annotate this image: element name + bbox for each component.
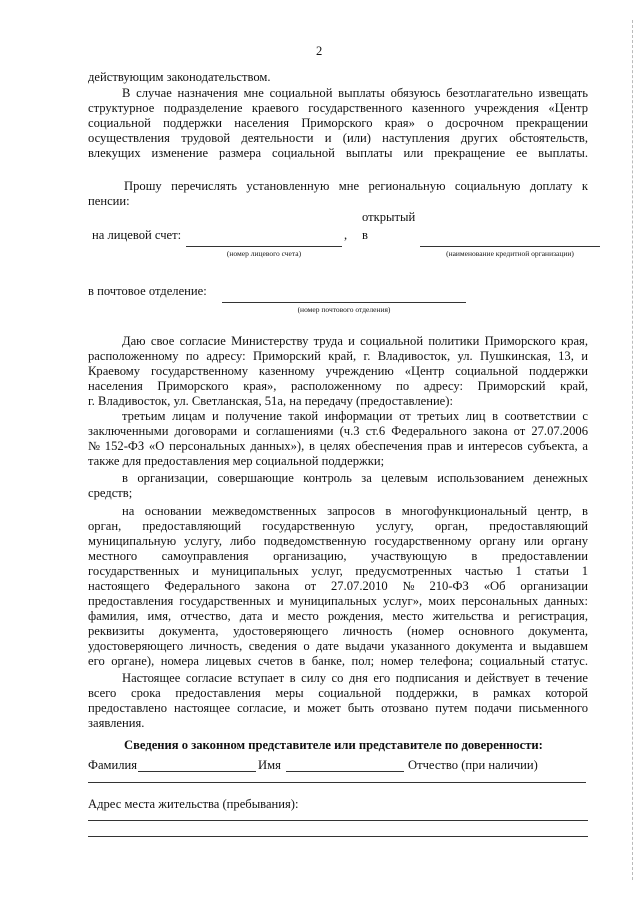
post-office-caption: (номер почтового отделения) (297, 305, 391, 314)
text-line: структурное подразделение краевого государственного казенного учреждения «Центр (88, 101, 588, 115)
text-line: в организации, совершающие контроль за целевым использованием денежных (122, 471, 588, 485)
text-line: средств; (88, 486, 133, 500)
text-line: удостоверяющего личность, сведения о дате выдачи указанного документа и выдавшем (88, 639, 588, 653)
address-field-line-1[interactable] (88, 820, 588, 821)
text-line: муниципальную услугу, либо подведомственную государственному органу или органу (88, 534, 588, 548)
text-line: государственных и муниципальных услуг, предусмотренных частью 1 статьи 1 (88, 564, 588, 578)
text-line: Прошу перечислять установленную мне региональную социальную доплату к (124, 179, 588, 193)
text-line: предоставления государственных и муниципальных услуг», моих персональных данных: (88, 594, 588, 608)
text-line: заявления. (88, 716, 145, 730)
text-line: Даю свое согласие Министерству труда и социальной политики Приморского края, (122, 334, 588, 348)
account-caption: (номер лицевого счета) (226, 249, 302, 258)
patronymic-label: Отчество (при наличии) (408, 758, 538, 772)
bank-name-field[interactable] (420, 246, 600, 247)
text-line: населения Приморского края», расположенному по адресу: Приморский край, (88, 379, 588, 393)
text-line: влекущих изменение размера социальной выплаты или прекращение ее выплаты. (88, 146, 588, 160)
bank-caption: (наименование кредитной организации) (446, 249, 574, 258)
comma: , (344, 228, 348, 242)
page-number: 2 (316, 44, 323, 58)
text-line: заключенными договорами и соглашениями (ч.3 ст.6 Федерального закона от 27.07.2006 (88, 424, 588, 438)
text-line: его органе), номера лицевых счетов в банке, пол; номер телефона; социальный статус. (88, 654, 588, 668)
text-line: также для предоставления мер социальной поддержки; (88, 454, 385, 468)
text-line: Настоящее согласие вступает в силу со дня его подписания и действует в течение (122, 671, 588, 685)
text-line: расположенному по адресу: Приморский край, г. Владивосток, ул. Пушкинская, 13, и (88, 349, 588, 363)
representative-heading: Сведения о законном представителе или представителе по доверенности: (124, 738, 543, 752)
text-line: Краевому государственному казенному учреждению «Центр социальной поддержки (88, 364, 588, 378)
text-line: на основании межведомственных запросов в многофункциональный центр, в (122, 504, 588, 518)
text-line: местного самоуправления организацию, участвующую в предоставлении (88, 549, 588, 563)
representative-extra-line[interactable] (88, 782, 586, 783)
surname-label: Фамилия (88, 758, 138, 772)
name-label: Имя (258, 758, 281, 772)
surname-field[interactable] (138, 771, 256, 772)
address-field-line-2[interactable] (88, 836, 588, 837)
text-line: третьим лицам и получение такой информации от третьих лиц в соответствии с (122, 409, 588, 423)
text-line: настоящего Федерального закона от 27.07.2010 № 210-ФЗ «Об организации (88, 579, 588, 593)
address-label: Адрес места жительства (пребывания): (88, 797, 299, 811)
text-line: осуществления трудовой деятельности и (или) наступления других обстоятельств, (88, 131, 588, 145)
opened-label: открытый (362, 210, 416, 224)
text-line: № 152-ФЗ «О персональных данных»), в целях обеспечения прав и интересов субъекта, а (88, 439, 588, 453)
text-line: социальной поддержки населения Приморского края» о досрочном прекращении (88, 116, 588, 130)
text-line: фамилия, имя, отчество, дата и место рождения, место жительства и регистрация, (88, 609, 588, 623)
text-line: пенсии: (88, 194, 130, 208)
text-line: г. Владивосток, ул. Светланская, 51а, на передачу (предоставление): (88, 394, 453, 408)
text-line: предоставлено настоящее согласие, и может быть отозвано путем подачи письменного (88, 701, 588, 715)
post-office-label: в почтовое отделение: (88, 284, 207, 298)
text-line: реквизиты документа, удостоверяющего личность (номер основного документа, (88, 624, 588, 638)
account-number-field[interactable] (186, 246, 342, 247)
text-line: всего срока предоставления меры социальной поддержки, в рамках которой (88, 686, 588, 700)
text-line: действующим законодательством. (88, 70, 271, 84)
text-line: В случае назначения мне социальной выплаты обязуюсь безотлагательно извещать (122, 86, 588, 100)
text-line: орган, предоставляющий государственную услугу, орган, предоставляющий (88, 519, 588, 533)
in-label: в (362, 228, 368, 242)
post-office-field[interactable] (222, 302, 466, 303)
account-label: на лицевой счет: (92, 228, 182, 242)
name-field[interactable] (286, 771, 404, 772)
scan-edge (632, 20, 634, 880)
